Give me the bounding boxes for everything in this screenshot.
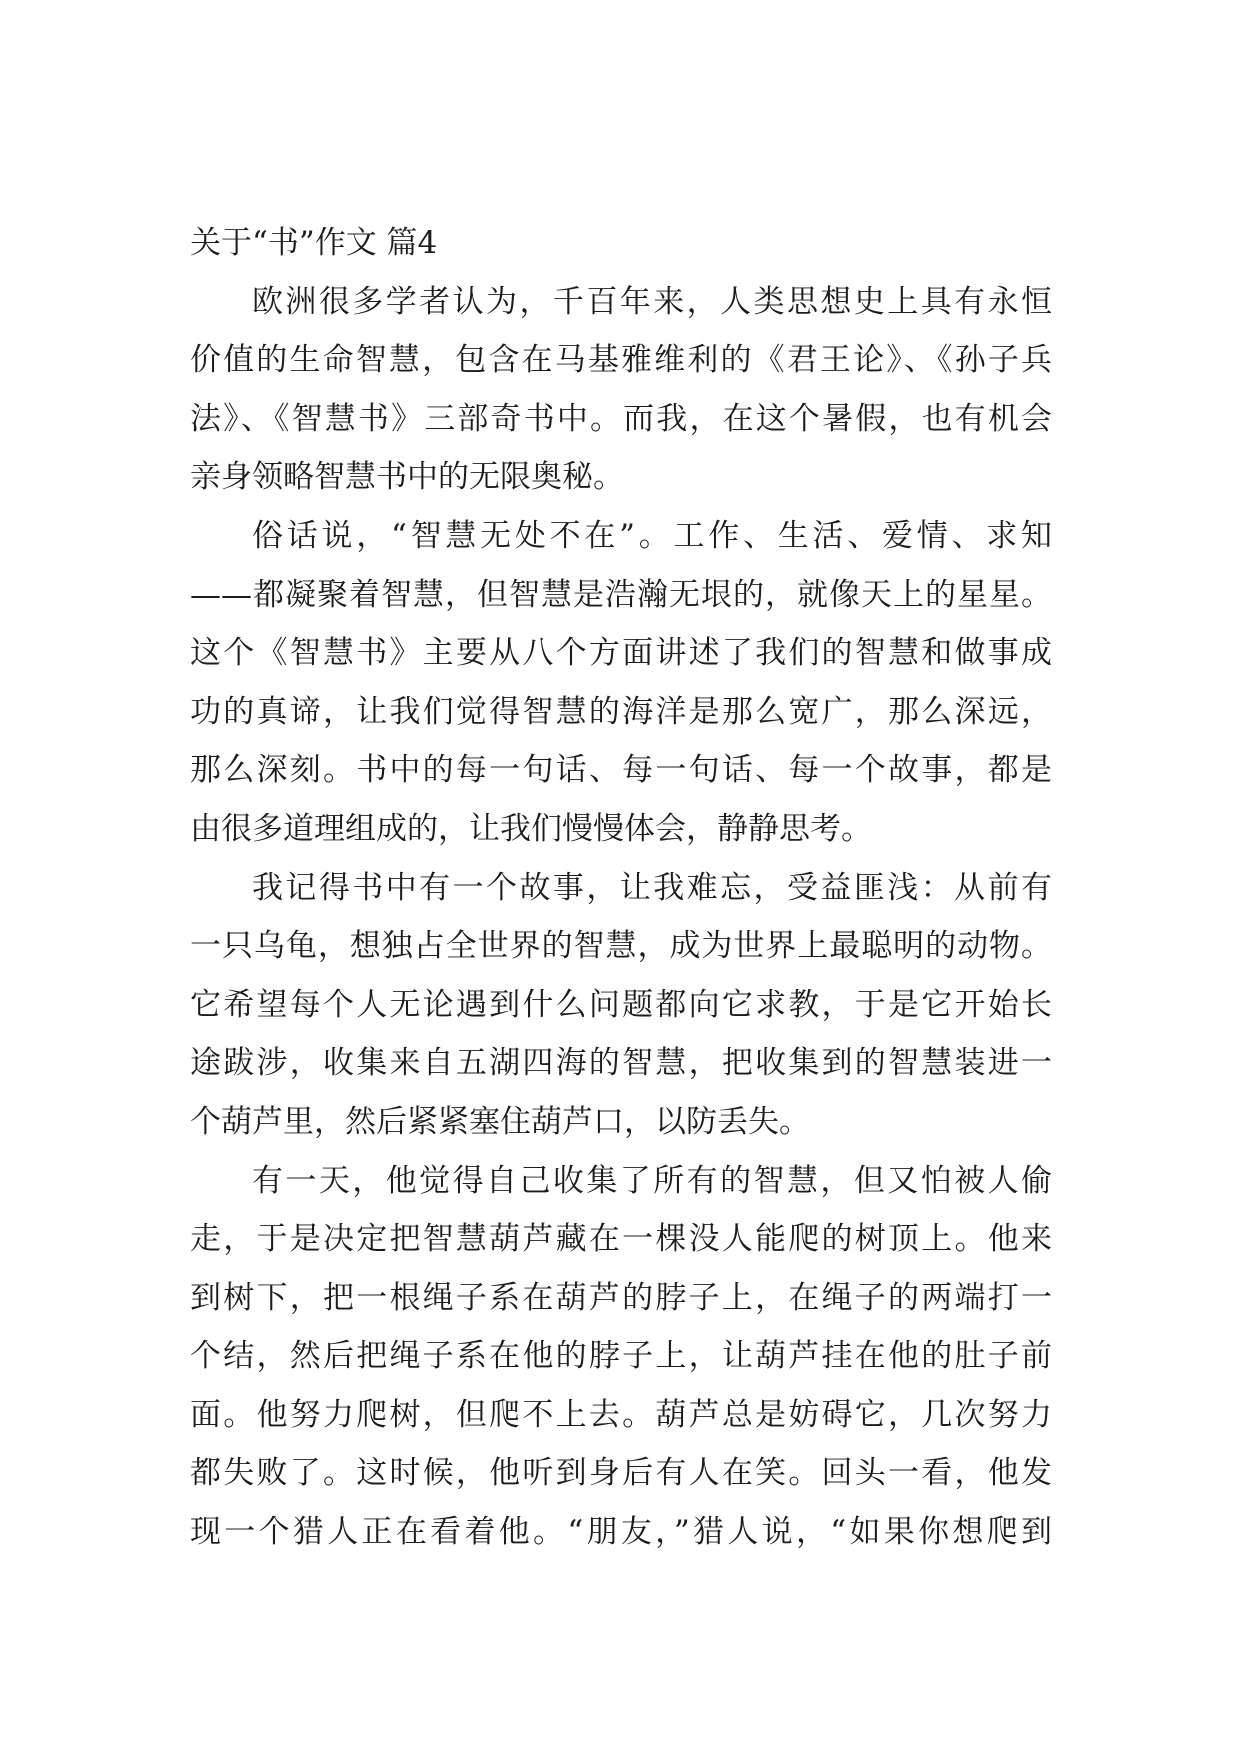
text-line: 价值的生命智慧，包含在马基雅维利的《君王论》、《孙子兵 <box>190 342 1052 379</box>
text-line: 欧洲很多学者认为，千百年来，人类思想史上具有永恒 <box>252 283 1052 320</box>
text-line: 面。他努力爬树，但爬不上去。葫芦总是妨碍它，几次努力 <box>190 1396 1052 1433</box>
text-line: 俗话说，“智慧无处不在”。工作、生活、爱情、求知 <box>252 517 1052 554</box>
text-line: 那么深刻。书中的每一句话、每一句话、每一个故事，都是 <box>190 752 1052 789</box>
text-line: 现一个猎人正在看着他。“朋友，”猎人说，“如果你想爬到 <box>190 1514 1052 1551</box>
text-line: 我记得书中有一个故事，让我难忘，受益匪浅：从前有 <box>252 869 1052 906</box>
document-title: 关于“书”作文 篇4 <box>190 225 438 261</box>
text-line: 功的真谛，让我们觉得智慧的海洋是那么宽广，那么深远， <box>190 693 1052 730</box>
text-line: 个葫芦里，然后紧紧塞住葫芦口，以防丢失。 <box>190 1103 810 1140</box>
paragraph <box>190 1152 1052 1562</box>
text-line: 亲身领略智慧书中的无限奥秘。 <box>190 459 624 496</box>
text-line: 走，于是决定把智慧葫芦藏在一棵没人能爬的树顶上。他来 <box>190 1221 1052 1258</box>
text-line: 法》、《智慧书》三部奇书中。而我，在这个暑假，也有机会 <box>190 400 1052 437</box>
paragraph <box>190 507 1052 859</box>
text-line: 都失败了。这时候，他听到身后有人在笑。回头一看，他发 <box>190 1455 1052 1492</box>
text-line: 途跋涉，收集来自五湖四海的智慧，把收集到的智慧装进一 <box>190 1045 1052 1082</box>
text-line: 一只乌龟，想独占全世界的智慧，成为世界上最聪明的动物。 <box>190 928 1052 965</box>
text-line: 由很多道理组成的，让我们慢慢体会，静静思考。 <box>190 810 872 847</box>
text-line: 它希望每个人无论遇到什么问题都向它求教，于是它开始长 <box>190 986 1052 1023</box>
paragraph <box>190 273 1052 507</box>
text-line: 个结，然后把绳子系在他的脖子上，让葫芦挂在他的肚子前 <box>190 1338 1052 1375</box>
text-line: ——都凝聚着智慧，但智慧是浩瀚无垠的，就像天上的星星。 <box>190 576 1052 613</box>
text-line: 到树下，把一根绳子系在葫芦的脖子上，在绳子的两端打一 <box>190 1279 1052 1316</box>
document-body <box>190 214 1052 1562</box>
text-line: 有一天，他觉得自己收集了所有的智慧，但又怕被人偷 <box>252 1162 1052 1199</box>
text-line: 这个《智慧书》主要从八个方面讲述了我们的智慧和做事成 <box>190 635 1052 672</box>
paragraph <box>190 859 1052 1152</box>
